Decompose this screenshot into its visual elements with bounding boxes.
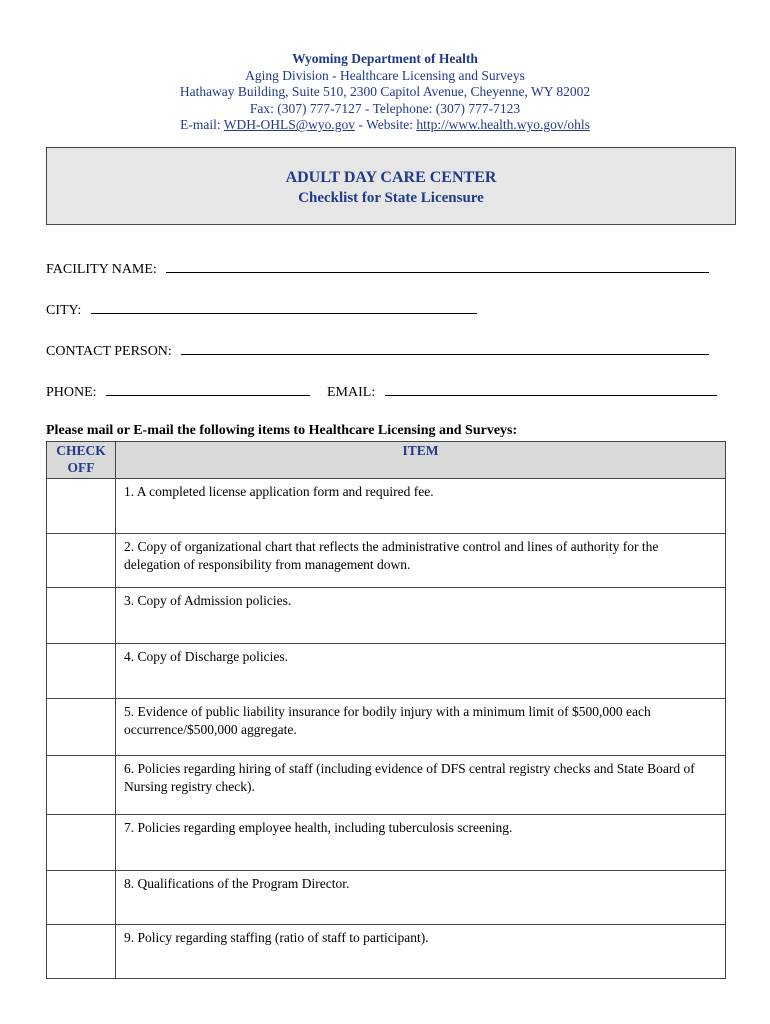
item-text: 9. Policy regarding staffing (ratio of staff to participant).: [116, 925, 726, 979]
website-link[interactable]: http://www.health.wyo.gov/ohls: [416, 117, 590, 132]
checklist-table: [46, 441, 726, 979]
contact-person-label: CONTACT PERSON:: [46, 344, 172, 359]
facility-name-label: FACILITY NAME:: [46, 262, 157, 277]
email-field: [327, 381, 717, 402]
check-off-header: [47, 442, 116, 479]
item-text: 8. Qualifications of the Program Director.: [116, 871, 726, 925]
item-text: 1. A completed license application form and required fee.: [116, 479, 726, 534]
check-box[interactable]: [47, 588, 116, 644]
table-row: [47, 815, 726, 871]
org-name: Wyoming Department of Health: [292, 51, 478, 66]
check-off-header-line2: OFF: [67, 460, 95, 475]
item-text: 5. Evidence of public liability insurance for bodily injury with a minimum limit of $500,000 each occurrence/$500,000 aggregate.: [116, 699, 726, 756]
item-text: 3. Copy of Admission policies.: [116, 588, 726, 644]
check-box[interactable]: [47, 534, 116, 588]
contact-person-field: [46, 340, 709, 361]
facility-name-line[interactable]: [166, 258, 709, 273]
check-box[interactable]: [47, 925, 116, 979]
contact-links: [0, 117, 770, 134]
title-box: [46, 147, 736, 225]
table-header-row: [47, 442, 726, 479]
item-text: 2. Copy of organizational chart that reflects the administrative control and lines of authority for the delegation of responsibility from management down.: [116, 534, 726, 588]
table-row: [47, 925, 726, 979]
email-link[interactable]: WDH-OHLS@wyo.gov: [223, 117, 356, 132]
phone-label: PHONE:: [46, 385, 97, 400]
table-row: [47, 756, 726, 815]
check-box[interactable]: [47, 756, 116, 815]
email-line[interactable]: [385, 381, 717, 396]
city-field: [46, 299, 477, 320]
check-box[interactable]: [47, 699, 116, 756]
contact-person-line[interactable]: [181, 340, 709, 355]
table-row: [47, 588, 726, 644]
item-text: 6. Policies regarding hiring of staff (including evidence of DFS central registry checks and State Board of Nursing registry check).: [116, 756, 726, 815]
check-box[interactable]: [47, 479, 116, 534]
document-title: ADULT DAY CARE CENTER: [285, 169, 497, 186]
check-box[interactable]: [47, 815, 116, 871]
table-row: [47, 479, 726, 534]
phone-field: [46, 381, 310, 402]
table-row: [47, 534, 726, 588]
city-line[interactable]: [91, 299, 477, 314]
website-label: - Website:: [355, 117, 417, 132]
check-off-header-line1: CHECK: [56, 443, 106, 458]
phone-line[interactable]: [106, 381, 310, 396]
division-name: Aging Division - Healthcare Licensing and Surveys: [245, 67, 525, 83]
table-row: [47, 699, 726, 756]
address: Hathaway Building, Suite 510, 2300 Capitol Avenue, Cheyenne, WY 82002: [179, 84, 591, 99]
check-box[interactable]: [47, 871, 116, 925]
item-text: 7. Policies regarding employee health, including tuberculosis screening.: [116, 815, 726, 871]
email-label: E-mail:: [180, 117, 224, 132]
item-header-label: ITEM: [402, 443, 439, 458]
item-text: 4. Copy of Discharge policies.: [116, 644, 726, 699]
check-box[interactable]: [47, 644, 116, 699]
phone-fax: Fax: (307) 777-7127 - Telephone: (307) 777-7123: [249, 100, 521, 116]
table-row: [47, 644, 726, 699]
facility-name-field: [46, 258, 709, 279]
instructions: Please mail or E-mail the following items to Healthcare Licensing and Surveys:: [46, 423, 518, 438]
document-subtitle: Checklist for State Licensure: [298, 190, 484, 206]
item-header: [116, 442, 726, 479]
city-label: CITY:: [46, 303, 82, 318]
table-row: [47, 871, 726, 925]
letterhead: [0, 51, 770, 134]
email-field-label: EMAIL:: [327, 385, 376, 400]
